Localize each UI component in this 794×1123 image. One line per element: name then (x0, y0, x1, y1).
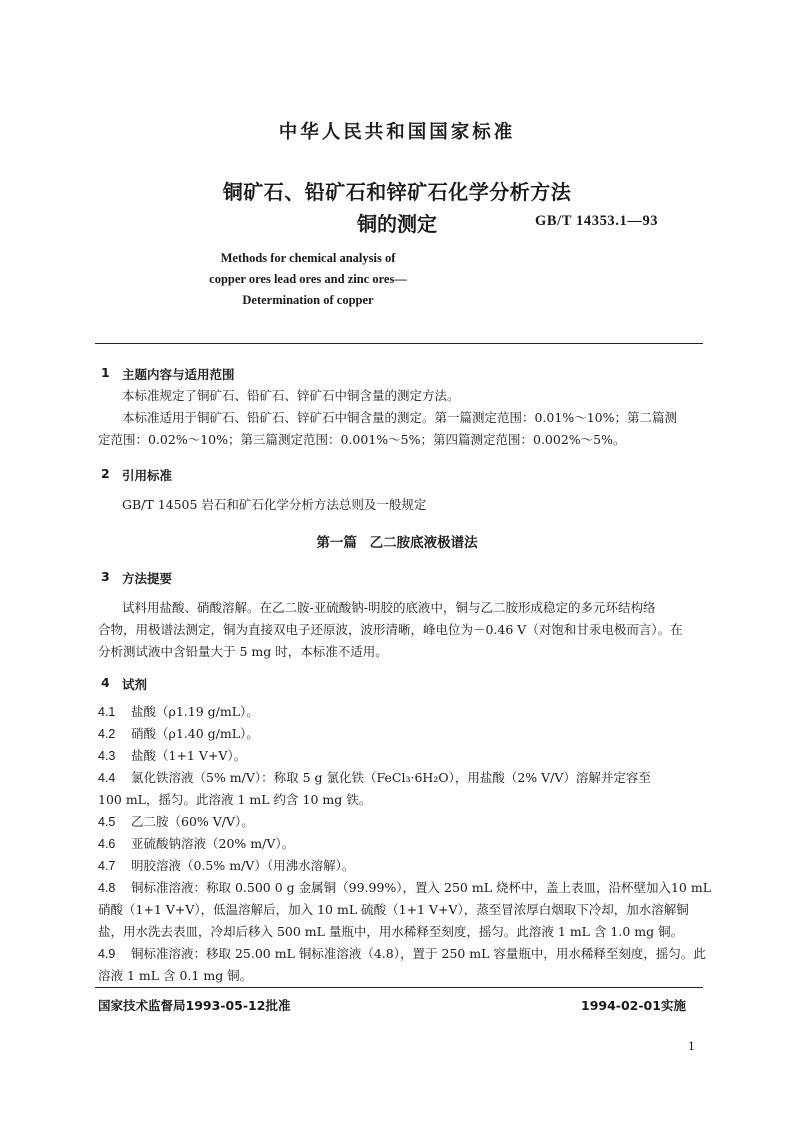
item-text: 乙二胺（60% V/V）。 (131, 814, 254, 829)
paragraph: 本标准规定了铜矿石、铅矿石、锌矿石中铜含量的测定方法。 (122, 388, 460, 403)
section-number: 4 (101, 675, 110, 690)
section-title: 主题内容与适用范围 (122, 367, 235, 382)
english-title-line: Methods for chemical analysis of (220, 251, 396, 265)
item-number: 4.2 (98, 727, 116, 741)
paragraph: 定范围：0.02%～10%；第三篇测定范围：0.001%～5%；第四篇测定范围：0.002%～5%。 (98, 432, 626, 447)
english-title-line: copper ores lead ores and zinc ores— (209, 272, 407, 286)
item-text: 盐酸（ρ1.19 g/mL）。 (131, 704, 259, 719)
item-number: 4.5 (98, 815, 116, 829)
item-text-continued: 硝酸（1+1 V+V），低温溶解后，加入 10 mL 硫酸（1+1 V+V），蒸至冒浓厚白烟取下冷却，加水溶解铜 (98, 902, 689, 917)
section-number: 3 (101, 569, 110, 584)
paragraph: 本标准适用于铜矿石、铅矿石、锌矿石中铜含量的测定。第一篇测定范围：0.01%～10%；第二篇测 (122, 410, 677, 425)
item-number: 4.4 (98, 771, 116, 785)
section-title: 试剂 (122, 677, 148, 692)
item-number: 4.9 (98, 947, 116, 961)
section-title: 方法提要 (122, 571, 173, 586)
standard-code: GB/T 14353.1—93 (535, 213, 659, 229)
item-text: 铜标准溶液：称取 0.500 0 g 金属铜（99.99%），置入 250 mL 烧杯中，盖上表皿，沿杯壁加入10 mL (131, 880, 712, 895)
paragraph: 试料用盐酸、硝酸溶解。在乙二胺-亚硫酸钠-明胶的底液中，铜与乙二胺形成稳定的多元环结构络 (122, 600, 656, 615)
chapter-heading: 第一篇 乙二胺底液极谱法 (316, 535, 478, 551)
national-standard-heading: 中华人民共和国国家标准 (278, 122, 516, 143)
item-number: 4.6 (98, 837, 116, 851)
section-title: 引用标准 (122, 468, 173, 483)
page-number: 1 (688, 1040, 695, 1053)
referenced-standard: GB/T 14505 岩石和矿石化学分析方法总则及一般规定 (122, 497, 427, 512)
item-number: 4.8 (98, 881, 116, 895)
section-number: 1 (101, 365, 110, 380)
item-text: 明胶溶液（0.5% m/V）（用沸水溶解）。 (131, 858, 355, 873)
document-title: 铜矿石、铅矿石和锌矿石化学分析方法 (222, 180, 572, 204)
item-number: 4.3 (98, 749, 116, 763)
item-number: 4.1 (98, 705, 116, 719)
item-text-continued: 溶液 1 mL 含 0.1 mg 铜。 (98, 968, 253, 983)
english-title-line: Determination of copper (242, 293, 374, 307)
item-text: 硝酸（ρ1.40 g/mL）。 (131, 726, 259, 741)
footer-divider (95, 987, 703, 988)
approval-date: 国家技术监督局1993-05-12批准 (98, 998, 291, 1013)
item-text: 亚硫酸钠溶液（20% m/V）。 (131, 836, 295, 851)
document-subtitle: 铜的测定 (357, 212, 437, 236)
item-text: 盐酸（1+1 V+V）。 (131, 748, 247, 763)
effective-date: 1994-02-01实施 (581, 998, 686, 1013)
item-text: 氯化铁溶液（5% m/V）：称取 5 g 氯化铁（FeCl₃·6H₂O），用盐酸（2% V/V）溶解并定容至 (131, 770, 651, 785)
paragraph: 分析测试液中含铅量大于 5 mg 时，本标准不适用。 (98, 644, 388, 659)
section-number: 2 (101, 466, 110, 481)
item-text-continued: 100 mL，摇匀。此溶液 1 mL 约含 10 mg 铁。 (98, 792, 372, 807)
item-text: 铜标准溶液：移取 25.00 mL 铜标准溶液（4.8），置于 250 mL 容量瓶中，用水稀释至刻度，摇匀。此 (131, 946, 706, 961)
header-divider (95, 343, 703, 344)
paragraph: 合物，用极谱法测定，铜为直接双电子还原波，波形清晰，峰电位为－0.46 V（对饱和甘汞电极而言）。在 (98, 622, 683, 637)
item-text-continued: 盐，用水洗去表皿，冷却后移入 500 mL 量瓶中，用水稀释至刻度，摇匀。此溶液 1 mL 含 1.0 mg 铜。 (98, 924, 684, 939)
item-number: 4.7 (98, 859, 116, 873)
